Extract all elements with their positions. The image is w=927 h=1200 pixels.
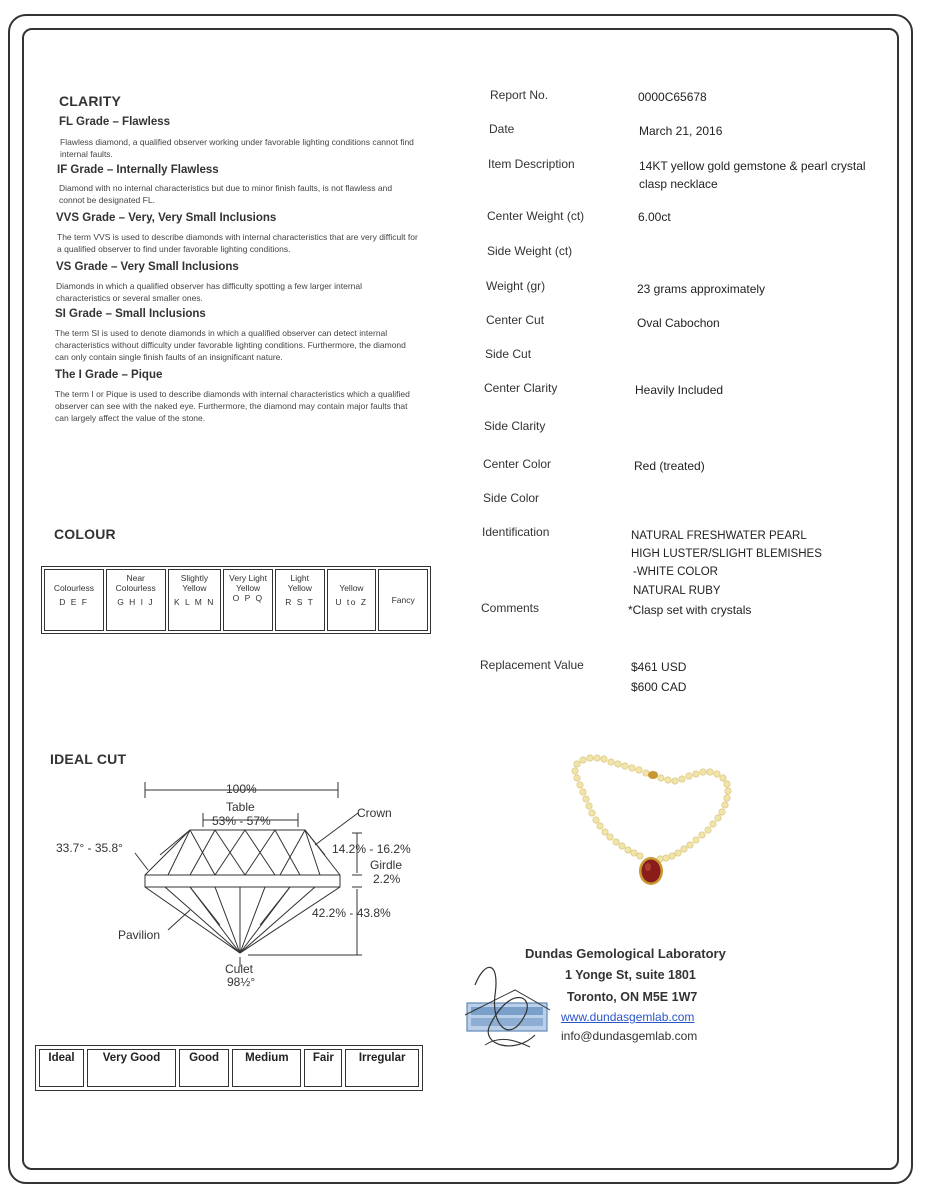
report-no-label: Report No.	[490, 88, 549, 102]
grade-heading-vs: VS Grade – Very Small Inclusions	[56, 261, 239, 273]
grade-heading-if: IF Grade – Internally Flawless	[57, 164, 219, 176]
comments-value: *Clasp set with crystals	[628, 603, 752, 617]
identification-label: Identification	[482, 525, 550, 539]
grade-heading-i: The I Grade – Pique	[55, 369, 163, 381]
grade-desc-vs: Diamonds in which a qualified observer has difficulty spotting a few larger internal characteristics or several smaller ones.	[56, 281, 363, 303]
center-cut-label: Center Cut	[486, 313, 545, 327]
cut-grade-medium: Medium	[232, 1049, 301, 1087]
colour-cell-light-yellow: Light Yellow R S T	[275, 569, 325, 631]
cut-grade-ideal: Ideal	[39, 1049, 84, 1087]
grade-heading-si: SI Grade – Small Inclusions	[55, 308, 206, 320]
cut-grade-irregular: Irregular	[345, 1049, 419, 1087]
grade-heading-fl: FL Grade – Flawless	[59, 116, 171, 128]
cut-grade-good: Good	[179, 1049, 229, 1087]
colour-cell-fancy: Fancy	[378, 569, 428, 631]
lab-email: info@dundasgemlab.com	[561, 1029, 698, 1043]
diamond-cut-diagram	[40, 775, 440, 995]
weight-gr-label: Weight (gr)	[486, 279, 546, 293]
diagram-crown-angle: 33.7° - 35.8°	[56, 841, 123, 855]
diagram-girdle-label: Girdle	[370, 858, 403, 872]
diagram-crown-height: 14.2% - 16.2%	[332, 842, 411, 856]
date-value: March 21, 2016	[639, 124, 723, 138]
item-description-label: Item Description	[488, 157, 575, 171]
diagram-table-pct: 53% - 57%	[212, 814, 271, 828]
diagram-pavilion-depth: 42.2% - 43.8%	[312, 906, 391, 920]
grade-heading-vvs: VVS Grade – Very, Very Small Inclusions	[56, 212, 277, 224]
center-cut-value: Oval Cabochon	[637, 316, 720, 330]
grade-desc-fl: Flawless diamond, a qualified observer working under favorable lighting conditions cannot find internal faults.	[60, 137, 414, 159]
grade-desc-if: Diamond with no internal characteristics but due to minor finish faults, is not flawless and connot be designated FL.	[59, 183, 393, 205]
identification-line-4: NATURAL RUBY	[633, 585, 721, 597]
colour-cell-very-light-yellow: Very Light Yellow O P Q	[223, 569, 273, 631]
side-weight-label: Side Weight (ct)	[487, 244, 573, 258]
cut-grade-fair: Fair	[304, 1049, 342, 1087]
date-label: Date	[489, 122, 515, 136]
lab-stamp-signature	[455, 955, 560, 1060]
report-no-value: 0000C65678	[638, 90, 707, 104]
diagram-100-label: 100%	[226, 782, 257, 796]
clasp	[648, 771, 658, 779]
diagram-pavilion-label: Pavilion	[118, 928, 161, 942]
necklace-photo	[565, 750, 750, 900]
diagram-crown-label: Crown	[357, 806, 392, 820]
center-weight-value: 6.00ct	[638, 210, 671, 224]
center-clarity-value: Heavily Included	[635, 383, 724, 397]
side-color-label: Side Color	[483, 491, 540, 505]
replacement-value-label: Replacement Value	[480, 658, 584, 672]
colour-title: COLOUR	[54, 526, 116, 542]
side-cut-label: Side Cut	[485, 347, 532, 361]
lab-address-2: Toronto, ON M5E 1W7	[567, 990, 698, 1004]
center-color-value: Red (treated)	[634, 459, 705, 473]
ideal-cut-title: IDEAL CUT	[50, 751, 127, 767]
identification-line-1: NATURAL FRESHWATER PEARL	[631, 530, 807, 542]
colour-cell-slightly-yellow: Slightly Yellow K L M N	[168, 569, 222, 631]
weight-gr-value: 23 grams approximately	[637, 282, 766, 296]
lab-name: Dundas Gemological Laboratory	[525, 946, 726, 961]
grade-desc-i: The term I or Pique is used to describe diamonds with internal characteristics which a qualified observer can see with the naked eye. Furthermore, the diamond may contain major faults that can largely affect the value of the stone.	[55, 389, 410, 423]
replacement-value-cad: $600 CAD	[631, 680, 687, 694]
diagram-culet-label: Culet	[225, 962, 254, 976]
cut-grade-table	[35, 1045, 423, 1091]
grade-desc-si: The term SI is used to denote diamonds in which a qualified observer can detect internal characteristics without difficulty under favorable lighting conditions. Furthermore, the diamond can only contain single finish faults of an insignificant nature.	[55, 328, 406, 362]
ruby-pendant	[642, 860, 661, 883]
center-color-label: Center Color	[483, 457, 552, 471]
item-description-value: 14KT yellow gold gemstone & pearl crystal clasp necklace	[639, 159, 866, 191]
side-clarity-label: Side Clarity	[484, 419, 546, 433]
colour-scale-table	[41, 566, 431, 634]
colour-cell-near-colourless: Near Colourless G H I J	[106, 569, 166, 631]
diagram-table-label: Table	[226, 800, 255, 814]
comments-label: Comments	[481, 601, 540, 615]
cut-grade-very-good: Very Good	[87, 1049, 176, 1087]
clarity-title: CLARITY	[59, 93, 122, 109]
center-clarity-label: Center Clarity	[484, 381, 558, 395]
identification-line-3: -WHITE COLOR	[633, 566, 718, 578]
replacement-value-usd: $461 USD	[631, 660, 687, 674]
colour-cell-colourless: Colourless D E F	[44, 569, 104, 631]
colour-cell-yellow: Yellow U to Z	[327, 569, 377, 631]
grade-desc-vvs: The term VVS is used to describe diamonds with internal characteristics that are very difficult for a qualified observer to find under favorable lighting conditions.	[57, 232, 418, 254]
lab-address-1: 1 Yonge St, suite 1801	[565, 968, 696, 982]
identification-line-2: HIGH LUSTER/SLIGHT BLEMISHES	[631, 548, 822, 560]
diagram-girdle-pct: 2.2%	[373, 872, 401, 886]
diagram-culet-angle: 98½°	[227, 975, 256, 989]
center-weight-label: Center Weight (ct)	[487, 209, 585, 223]
lab-website-link[interactable]: www.dundasgemlab.com	[561, 1010, 695, 1024]
